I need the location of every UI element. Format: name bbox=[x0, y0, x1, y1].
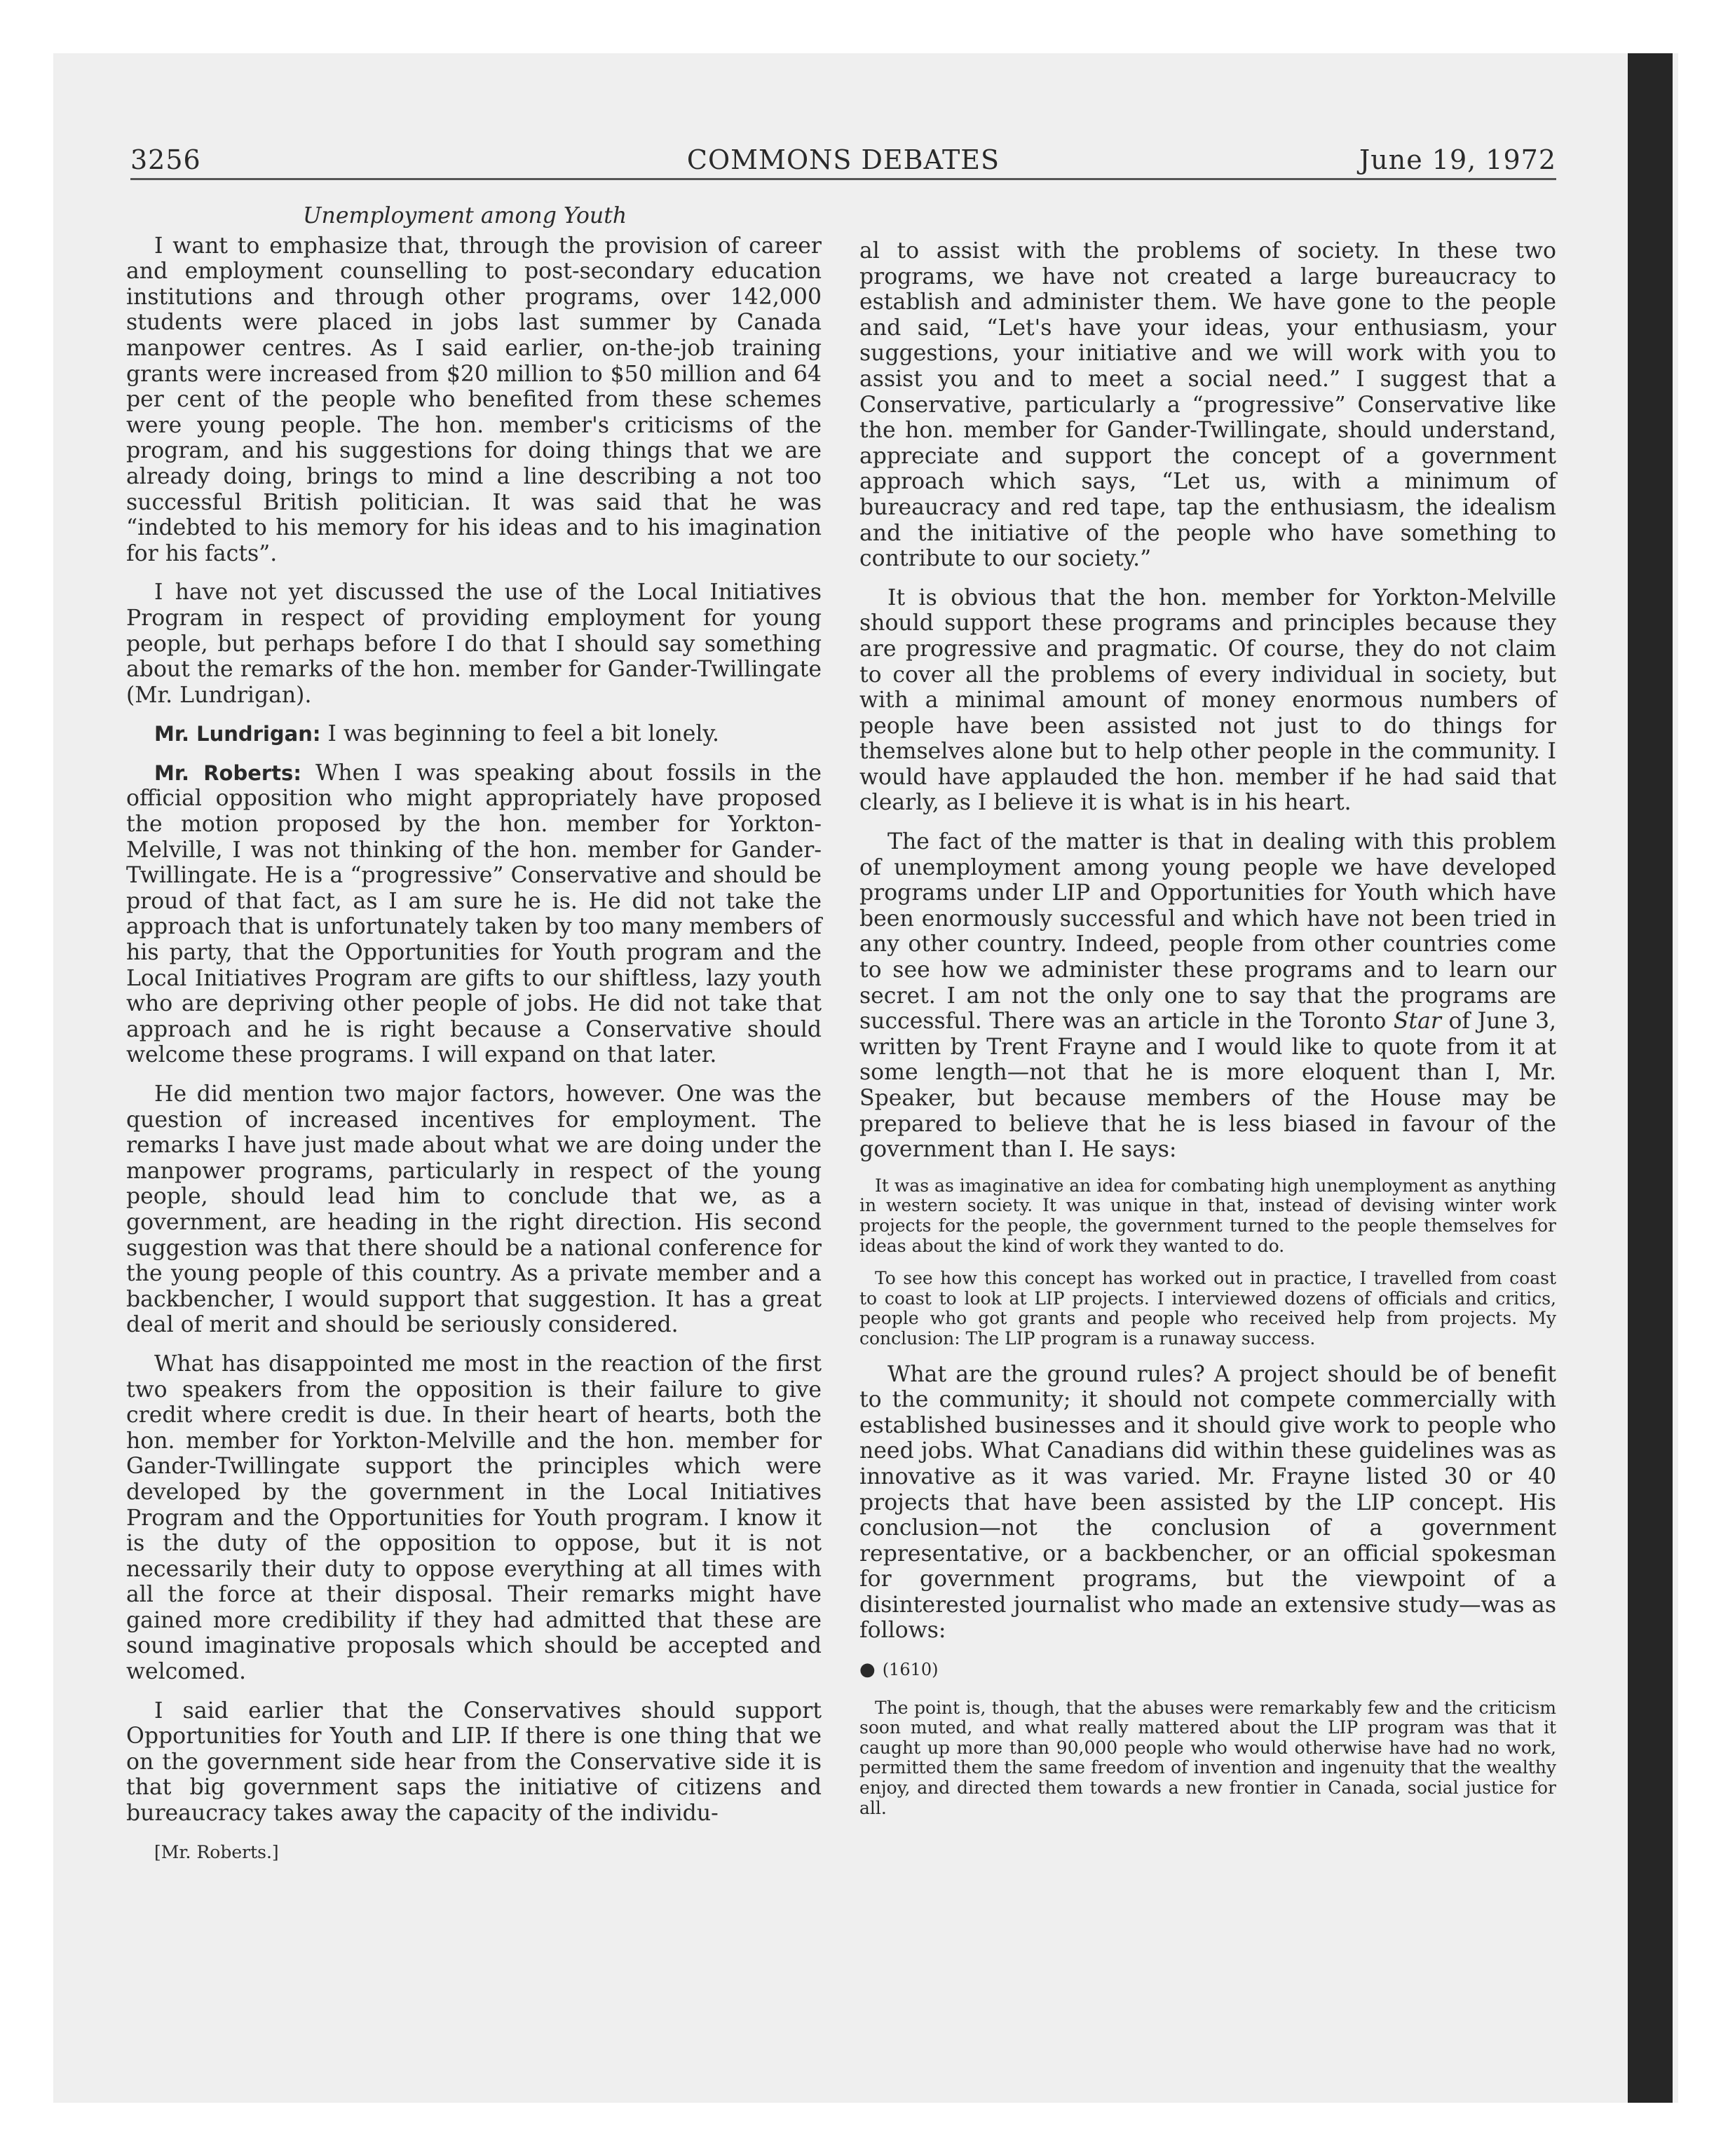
page-spine-shadow bbox=[1628, 53, 1673, 2103]
paragraph: I want to emphasize that, through the provision of career and employment counselling to post-secondary education institutions and through other programs, over 142,000 students were placed in jobs last summer by Canada manpower centres. As I said earlier, on-the-job training grants were increased from $20 million to $50 million and 64 per cent of the people who benefited from these schemes were young people. The hon. member's criticisms of the program, and his suggestions for doing things that we are already doing, brings to mind a line describing a not too successful British politician. It was said that he was “indebted to his memory for his ideas and to his imagination for his facts”. bbox=[126, 233, 822, 566]
running-header bbox=[130, 142, 1556, 180]
left-column bbox=[126, 203, 822, 1878]
right-column bbox=[859, 238, 1556, 1831]
speech-text: When I was speaking about fossils in the official opposition who might appropriately have proposed the motion proposed by the hon. member for Yorkton-Melville, I was not thinking of the hon. member for Gander-Twillingate. He is a “progressive” Conservative and should be proud of that fact, as I am sure he is. He did not take the approach that is unfortunately taken by too many members of his party, that the Opportunities for Youth program and the Local Initiatives Program are gifts to our shiftless, lazy youth who are depriving other people of jobs. He did not take that approach and he is right because a Conservative should welcome these programs. I will expand on that later. bbox=[126, 760, 822, 1068]
paragraph-text: The fact of the matter is that in dealing with this problem of unemployment among young people we have developed programs under LIP and Opportunities for Youth which have been enormously successful and which have not been tried in any other country. Indeed, people from other countries come to see how we administer these programs and to learn our secret. I am not the only one to say that the programs are successful. There was an article in the Toronto bbox=[859, 829, 1556, 1035]
paragraph: I have not yet discussed the use of the Local Initiatives Program in respect of providing employment for young people, but perhaps before I do that I should say something about the remarks of the hon. member for Gander-Twillingate (Mr. Lundrigan). bbox=[126, 580, 822, 708]
paragraph bbox=[859, 829, 1556, 1163]
speaker-footer-note: [Mr. Roberts.] bbox=[154, 1841, 279, 1862]
paragraph: I said earlier that the Conservatives should support Opportunities for Youth and LIP. If there is one thing that we on the government side hear from the Conservative side it is that big government saps the initiative of citizens and bureaucracy takes away the capacity of the individu- bbox=[126, 1698, 822, 1827]
quotation: The point is, though, that the abuses were remarkably few and the criticism soon muted, and what really mattered about the LIP program was that it caught up more than 90,000 people who would otherwise have had no work, permitted them the same freedom of invention and ingenuity that the wealthy enjoy, and directed them towards a new frontier in Canada, social justice for all. bbox=[859, 1697, 1556, 1818]
paragraph: It is obvious that the hon. member for Yorkton-Melville should support these programs and principles because they are progressive and pragmatic. Of course, they do not claim to cover all the problems of every individual in society, but with a minimal amount of money enormous numbers of people have been assisted not just to do things for themselves alone but to help other people in the community. I would have applauded the hon. member if he had said that clearly, as I believe it is what is in his heart. bbox=[859, 585, 1556, 816]
speaker-name: Mr. Lundrigan: bbox=[154, 722, 321, 746]
time-marker bbox=[859, 1657, 1556, 1683]
paragraph: What are the ground rules? A project should be of benefit to the community; it should not compete commercially with established businesses and it should give work to people who need jobs. What Canadians did within these guidelines was as innovative as it was varied. Mr. Frayne listed 30 or 40 projects that have been assisted by the LIP concept. His conclusion—not the conclusion of a government representative, or a backbencher, or an official spokesman for government programs, but the viewpoint of a disinterested journalist who made an extensive study—was as follows: bbox=[859, 1361, 1556, 1644]
paragraph: He did mention two major factors, however. One was the question of increased incentives for employment. The remarks I have just made about what we are doing under the manpower programs, particularly in respect of the young people, should lead him to conclude that we, as a government, are heading in the right direction. His second suggestion was that there should be a national conference for the young people of this country. As a private member and a backbencher, I would support that suggestion. It has a great deal of merit and should be seriously considered. bbox=[126, 1082, 822, 1338]
time-marker-text: (1610) bbox=[882, 1660, 939, 1680]
page-number: 3256 bbox=[130, 144, 201, 175]
quotation: It was as imaginative an idea for combating high unemployment as anything in western society. It was unique in that, instead of devising winter work projects for the people, the government turned to the people themselves for ideas about the kind of work they wanted to do. bbox=[859, 1175, 1556, 1256]
speech-paragraph bbox=[126, 721, 822, 747]
bullet-icon: ● bbox=[859, 1659, 876, 1681]
paragraph-text: of June 3, written by Trent Frayne and I would like to quote from it at some length—not that he is more eloquent than I, Mr. Speaker, but because members of the House may be prepared to believe that he is less biased in favour of the government than I. He says: bbox=[859, 1009, 1556, 1163]
speech-text: I was beginning to feel a bit lonely. bbox=[327, 721, 720, 747]
speech-paragraph bbox=[126, 760, 822, 1068]
publication-title: COMMONS DEBATES bbox=[686, 144, 1000, 175]
paragraph: al to assist with the problems of society. In these two programs, we have not created a large bureaucracy to establish and administer them. We have gone to the people and said, “Let's have your ideas, your enthusiasm, your suggestions, your initiative and we will work with you to assist you and to meet a social need.” I suggest that a Conservative, particularly a “progressive” Conservative like the hon. member for Gander-Twillingate, should understand, appreciate and support the concept of a government approach which says, “Let us, with a minimum of bureaucracy and red tape, tap the enthusiasm, the idealism and the initiative of the people who have something to contribute to our society.” bbox=[859, 238, 1556, 572]
section-heading: Unemployment among Youth bbox=[303, 203, 627, 228]
newspaper-name: Star bbox=[1393, 1009, 1441, 1035]
quotation: To see how this concept has worked out in practice, I travelled from coast to coast to look at LIP projects. I interviewed dozens of officials and critics, people who got grants and people who received help from projects. My conclusion: The LIP program is a runaway success. bbox=[859, 1268, 1556, 1349]
header-date: June 19, 1972 bbox=[1359, 144, 1556, 175]
speaker-name: Mr. Roberts: bbox=[154, 760, 301, 785]
paragraph: What has disappointed me most in the reaction of the first two speakers from the opposition is their failure to give credit where credit is due. In their heart of hearts, both the hon. member for Yorkton-Melville and the hon. member for Gander-Twillingate support the principles which were developed by the government in the Local Initiatives Program and the Opportunities for Youth program. I know it is the duty of the opposition to oppose, but it is not necessarily their duty to oppose everything at all times with all the force at their disposal. Their remarks might have gained more credibility if they had admitted that these are sound imaginative proposals which should be accepted and welcomed. bbox=[126, 1351, 822, 1685]
